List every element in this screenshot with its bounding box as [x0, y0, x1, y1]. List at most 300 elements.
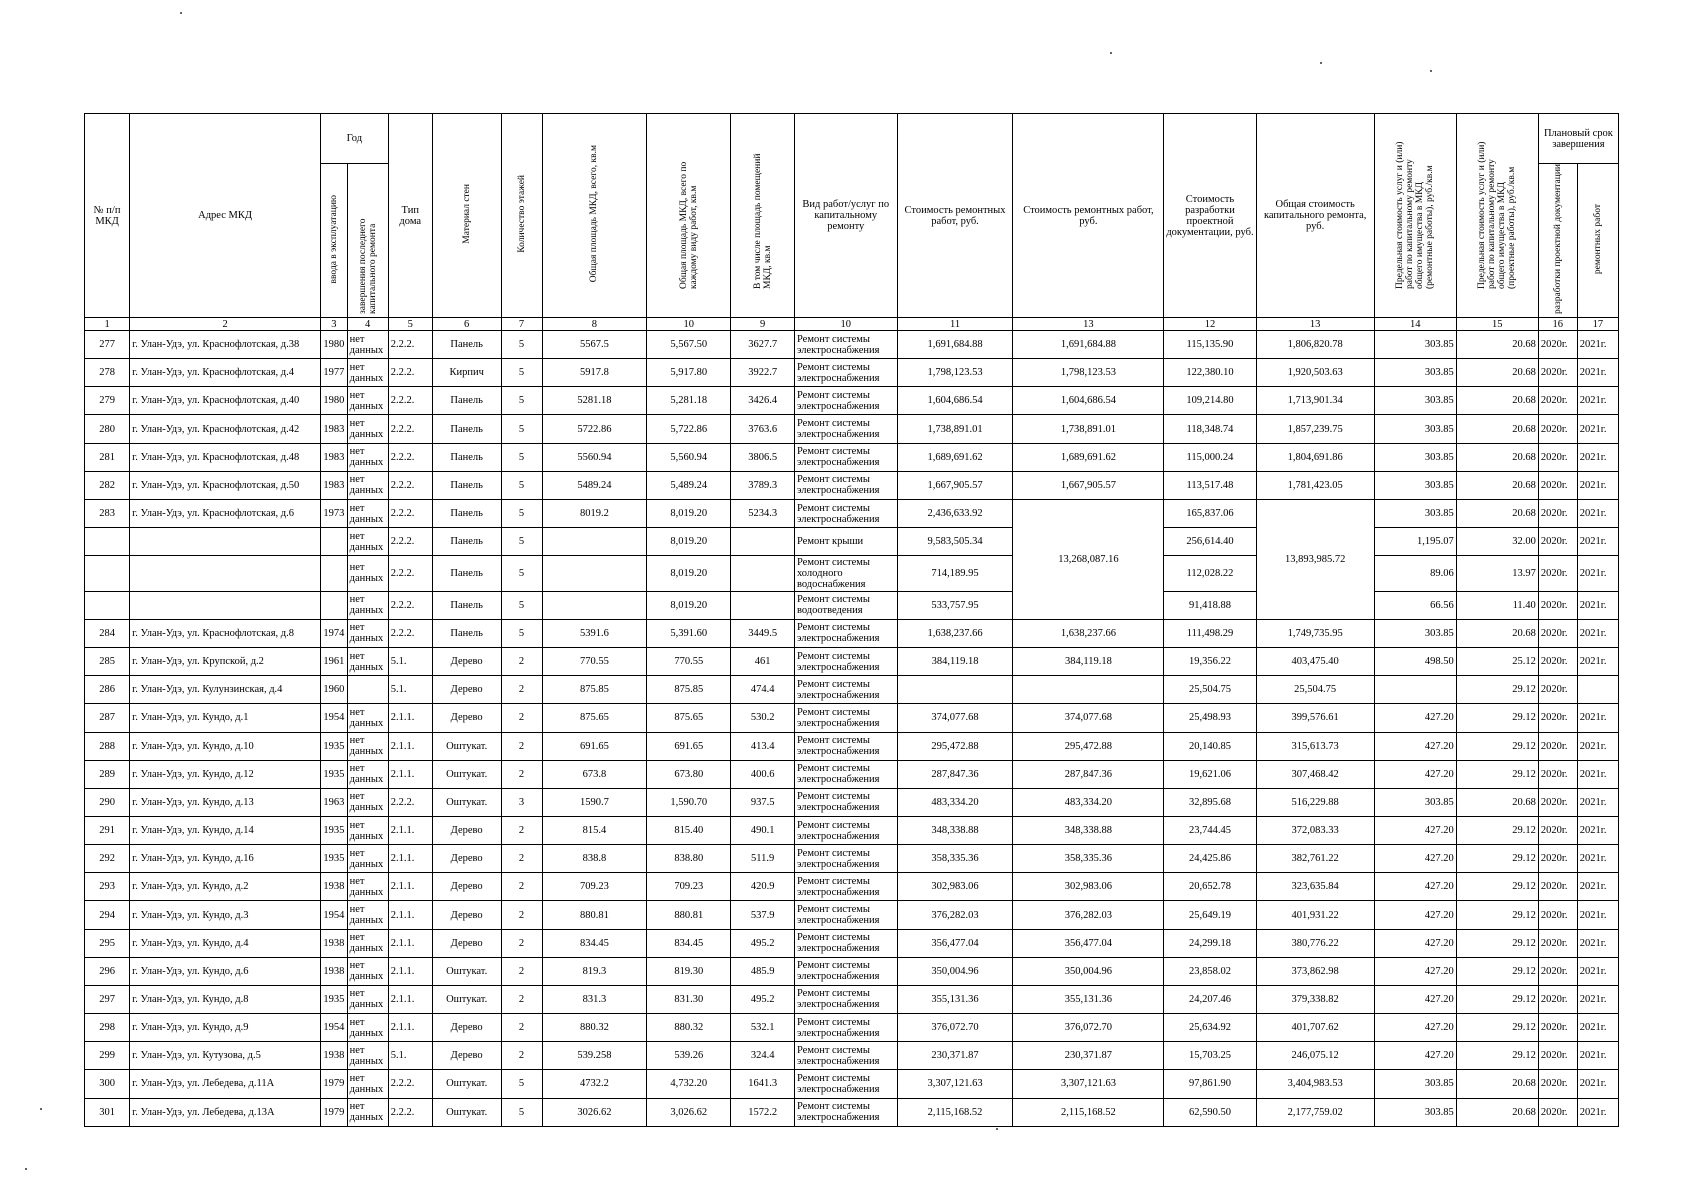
cell-work-type: Ремонт системы электроснабжения [794, 929, 897, 957]
cell-total-cost: 1,920,503.63 [1256, 359, 1374, 387]
column-number: 12 [1164, 318, 1256, 331]
cell-floors: 5 [501, 499, 542, 527]
cell-year-last-repair: нет данных [347, 528, 388, 556]
table-body [85, 331, 1619, 1127]
cell-wall-material: Панель [432, 415, 501, 443]
cell-total-area: 5489.24 [542, 471, 647, 499]
cell-year-commission: 1938 [320, 957, 347, 985]
cell-house-type: 2.1.1. [388, 985, 432, 1013]
cell-total-cost: 315,613.73 [1256, 732, 1374, 760]
cell-area-per-work: 4,732.20 [647, 1070, 731, 1098]
cell-area-per-work: 539.26 [647, 1042, 731, 1070]
cell-address: г. Улан-Удэ, ул. Лебедева, д.13А [130, 1098, 321, 1126]
cell-area-premises: 3789.3 [731, 471, 795, 499]
cell-house-type: 5.1. [388, 1042, 432, 1070]
cell-term-repair: 2021г. [1577, 556, 1618, 591]
cell-wall-material: Оштукат. [432, 1070, 501, 1098]
cell-term-design: 2020г. [1538, 873, 1577, 901]
cell-repair-cost: 348,338.88 [897, 816, 1013, 844]
cell-total-cost: 246,075.12 [1256, 1042, 1374, 1070]
cell-work-type: Ремонт системы холодного водоснабжения [794, 556, 897, 591]
cell-work-type: Ремонт системы электроснабжения [794, 704, 897, 732]
cell-number: 297 [85, 985, 130, 1013]
cell-total-area: 819.3 [542, 957, 647, 985]
cell-term-design: 2020г. [1538, 788, 1577, 816]
scan-speck [40, 1108, 42, 1110]
cell-design-cost: 32,895.68 [1164, 788, 1256, 816]
cell-limit-design: 20.68 [1456, 331, 1538, 359]
cell-limit-design: 20.68 [1456, 415, 1538, 443]
cell-work-type: Ремонт системы электроснабжения [794, 816, 897, 844]
table-row [85, 676, 1619, 704]
cell-limit-design: 29.12 [1456, 929, 1538, 957]
cell-year-commission: 1983 [320, 471, 347, 499]
cell-area-premises [731, 556, 795, 591]
cell-term-repair: 2021г. [1577, 359, 1618, 387]
cell-floors: 2 [501, 676, 542, 704]
cell-floors: 5 [501, 619, 542, 647]
cell-term-repair: 2021г. [1577, 901, 1618, 929]
cell-area-premises: 3426.4 [731, 387, 795, 415]
cell-house-type: 2.2.2. [388, 331, 432, 359]
cell-total-cost: 1,806,820.78 [1256, 331, 1374, 359]
cell-number: 282 [85, 471, 130, 499]
column-number-row [85, 318, 1619, 331]
cell-repair-cost-total: 287,847.36 [1013, 760, 1164, 788]
header-total-cost: Общая стоимость капитального ремонта, руб. [1256, 114, 1374, 318]
cell-repair-cost: 287,847.36 [897, 760, 1013, 788]
cell-wall-material: Дерево [432, 873, 501, 901]
column-number: 17 [1577, 318, 1618, 331]
cell-area-premises: 3627.7 [731, 331, 795, 359]
cell-design-cost: 15,703.25 [1164, 1042, 1256, 1070]
table-row [85, 591, 1619, 619]
cell-house-type: 5.1. [388, 676, 432, 704]
cell-total-cost: 1,713,901.34 [1256, 387, 1374, 415]
cell-year-last-repair: нет данных [347, 648, 388, 676]
cell-repair-cost: 3,307,121.63 [897, 1070, 1013, 1098]
table-row [85, 732, 1619, 760]
cell-address: г. Улан-Удэ, ул. Кулунзинская, д.4 [130, 676, 321, 704]
cell-term-repair: 2021г. [1577, 929, 1618, 957]
cell-design-cost: 115,135.90 [1164, 331, 1256, 359]
cell-design-cost: 25,649.19 [1164, 901, 1256, 929]
capital-repair-table [84, 113, 1619, 1127]
cell-term-design: 2020г. [1538, 676, 1577, 704]
cell-year-last-repair: нет данных [347, 499, 388, 527]
cell-repair-cost-total: 358,335.36 [1013, 845, 1164, 873]
cell-limit-design: 29.12 [1456, 676, 1538, 704]
header-area-premises: В том числе площадь помещений МКД, кв.м [731, 114, 795, 318]
cell-house-type: 2.2.2. [388, 387, 432, 415]
cell-term-repair: 2021г. [1577, 732, 1618, 760]
cell-repair-cost-total: 302,983.06 [1013, 873, 1164, 901]
cell-year-commission: 1938 [320, 929, 347, 957]
cell-year-last-repair: нет данных [347, 957, 388, 985]
cell-number: 289 [85, 760, 130, 788]
cell-repair-cost: 1,691,684.88 [897, 331, 1013, 359]
cell-house-type: 2.1.1. [388, 873, 432, 901]
cell-total-cost: 382,761.22 [1256, 845, 1374, 873]
cell-limit-repair: 303.85 [1374, 387, 1456, 415]
cell-year-last-repair: нет данных [347, 901, 388, 929]
cell-term-repair: 2021г. [1577, 591, 1618, 619]
cell-area-premises: 3806.5 [731, 443, 795, 471]
cell-house-type: 2.1.1. [388, 1014, 432, 1042]
cell-term-repair: 2021г. [1577, 1070, 1618, 1098]
cell-area-per-work: 3,026.62 [647, 1098, 731, 1126]
cell-repair-cost-total: 1,738,891.01 [1013, 415, 1164, 443]
cell-design-cost: 109,214.80 [1164, 387, 1256, 415]
cell-repair-cost: 376,072.70 [897, 1014, 1013, 1042]
cell-area-premises: 3449.5 [731, 619, 795, 647]
column-number: 9 [731, 318, 795, 331]
cell-repair-cost [897, 676, 1013, 704]
cell-term-design: 2020г. [1538, 816, 1577, 844]
cell-area-per-work: 8,019.20 [647, 556, 731, 591]
cell-term-design: 2020г. [1538, 1098, 1577, 1126]
cell-repair-cost-total: 1,689,691.62 [1013, 443, 1164, 471]
cell-wall-material: Оштукат. [432, 732, 501, 760]
cell-house-type: 2.1.1. [388, 929, 432, 957]
cell-house-type: 2.2.2. [388, 788, 432, 816]
header-floors: Количество этажей [501, 114, 542, 318]
cell-term-design: 2020г. [1538, 443, 1577, 471]
table-row [85, 528, 1619, 556]
header-address: Адрес МКД [130, 114, 321, 318]
cell-limit-design: 29.12 [1456, 704, 1538, 732]
cell-term-repair: 2021г. [1577, 816, 1618, 844]
cell-area-premises: 485.9 [731, 957, 795, 985]
cell-year-commission: 1980 [320, 331, 347, 359]
cell-address: г. Улан-Удэ, ул. Кундо, д.2 [130, 873, 321, 901]
cell-total-area: 5391.6 [542, 619, 647, 647]
cell-year-last-repair: нет данных [347, 443, 388, 471]
cell-wall-material: Оштукат. [432, 760, 501, 788]
column-number: 14 [1374, 318, 1456, 331]
cell-year-last-repair: нет данных [347, 732, 388, 760]
cell-year-commission: 1960 [320, 676, 347, 704]
cell-repair-cost-total: 355,131.36 [1013, 985, 1164, 1013]
cell-repair-cost: 9,583,505.34 [897, 528, 1013, 556]
cell-wall-material: Панель [432, 619, 501, 647]
cell-area-premises: 400.6 [731, 760, 795, 788]
cell-number: 294 [85, 901, 130, 929]
cell-floors: 2 [501, 873, 542, 901]
cell-total-area: 673.8 [542, 760, 647, 788]
cell-term-design: 2020г. [1538, 760, 1577, 788]
cell-number [85, 556, 130, 591]
cell-term-repair: 2021г. [1577, 619, 1618, 647]
cell-number: 277 [85, 331, 130, 359]
cell-term-design: 2020г. [1538, 704, 1577, 732]
cell-term-design: 2020г. [1538, 619, 1577, 647]
cell-year-commission [320, 591, 347, 619]
cell-year-last-repair: нет данных [347, 929, 388, 957]
cell-total-cost: 2,177,759.02 [1256, 1098, 1374, 1126]
table-row [85, 957, 1619, 985]
cell-work-type: Ремонт системы электроснабжения [794, 648, 897, 676]
cell-number [85, 591, 130, 619]
cell-work-type: Ремонт системы электроснабжения [794, 985, 897, 1013]
column-number: 6 [432, 318, 501, 331]
cell-address: г. Улан-Удэ, ул. Краснофлотская, д.6 [130, 499, 321, 527]
cell-repair-cost: 714,189.95 [897, 556, 1013, 591]
cell-repair-cost-total: 1,638,237.66 [1013, 619, 1164, 647]
cell-year-last-repair: нет данных [347, 591, 388, 619]
cell-limit-design: 20.68 [1456, 443, 1538, 471]
cell-total-area: 1590.7 [542, 788, 647, 816]
header-total-area: Общая площадь МКД, всего, кв.м [542, 114, 647, 318]
cell-repair-cost-total: 1,604,686.54 [1013, 387, 1164, 415]
cell-year-commission: 1977 [320, 359, 347, 387]
cell-limit-repair: 303.85 [1374, 1098, 1456, 1126]
cell-year-last-repair: нет данных [347, 816, 388, 844]
cell-address: г. Улан-Удэ, ул. Краснофлотская, д.50 [130, 471, 321, 499]
cell-number: 301 [85, 1098, 130, 1126]
cell-floors: 2 [501, 1014, 542, 1042]
cell-year-last-repair: нет данных [347, 845, 388, 873]
cell-house-type: 2.2.2. [388, 471, 432, 499]
cell-repair-cost: 483,334.20 [897, 788, 1013, 816]
cell-year-last-repair: нет данных [347, 704, 388, 732]
cell-address: г. Улан-Удэ, ул. Кундо, д.1 [130, 704, 321, 732]
cell-limit-repair: 303.85 [1374, 443, 1456, 471]
cell-limit-repair: 427.20 [1374, 1014, 1456, 1042]
cell-repair-cost-total: 483,334.20 [1013, 788, 1164, 816]
table-row [85, 556, 1619, 591]
cell-house-type: 2.2.2. [388, 619, 432, 647]
header-nn: № п/п МКД [85, 114, 130, 318]
cell-term-design: 2020г. [1538, 929, 1577, 957]
cell-total-cost: 1,804,691.86 [1256, 443, 1374, 471]
cell-wall-material: Дерево [432, 901, 501, 929]
cell-house-type: 2.2.2. [388, 415, 432, 443]
cell-number: 284 [85, 619, 130, 647]
cell-area-per-work: 875.65 [647, 704, 731, 732]
cell-work-type: Ремонт системы электроснабжения [794, 901, 897, 929]
cell-total-area: 5722.86 [542, 415, 647, 443]
cell-limit-design: 29.12 [1456, 1042, 1538, 1070]
cell-number: 291 [85, 816, 130, 844]
cell-repair-cost: 350,004.96 [897, 957, 1013, 985]
cell-wall-material: Оштукат. [432, 957, 501, 985]
cell-total-cost: 1,857,239.75 [1256, 415, 1374, 443]
cell-house-type: 2.2.2. [388, 359, 432, 387]
cell-area-premises [731, 591, 795, 619]
cell-area-premises: 532.1 [731, 1014, 795, 1042]
cell-area-premises: 474.4 [731, 676, 795, 704]
cell-limit-design: 29.12 [1456, 816, 1538, 844]
cell-area-per-work: 5,281.18 [647, 387, 731, 415]
cell-design-cost: 24,299.18 [1164, 929, 1256, 957]
cell-total-cost: 3,404,983.53 [1256, 1070, 1374, 1098]
header-year-commission: ввода в эксплуатацию [320, 164, 347, 318]
cell-limit-design: 20.68 [1456, 359, 1538, 387]
cell-repair-cost-total: 13,268,087.16 [1013, 499, 1164, 619]
cell-limit-repair: 427.20 [1374, 816, 1456, 844]
header-work-type: Вид работ/услуг по капитальному ремонту [794, 114, 897, 318]
cell-address: г. Улан-Удэ, ул. Краснофлотская, д.8 [130, 619, 321, 647]
cell-area-per-work: 819.30 [647, 957, 731, 985]
cell-number: 300 [85, 1070, 130, 1098]
cell-area-premises: 461 [731, 648, 795, 676]
cell-limit-design: 29.12 [1456, 732, 1538, 760]
column-number: 3 [320, 318, 347, 331]
table-row [85, 415, 1619, 443]
cell-house-type: 2.2.2. [388, 528, 432, 556]
cell-work-type: Ремонт крыши [794, 528, 897, 556]
cell-floors: 2 [501, 648, 542, 676]
cell-design-cost: 23,744.45 [1164, 816, 1256, 844]
column-number: 10 [794, 318, 897, 331]
table-row [85, 471, 1619, 499]
cell-repair-cost-total: 348,338.88 [1013, 816, 1164, 844]
cell-area-premises: 413.4 [731, 732, 795, 760]
table-row [85, 816, 1619, 844]
cell-term-repair: 2021г. [1577, 760, 1618, 788]
cell-floors: 5 [501, 331, 542, 359]
cell-address: г. Улан-Удэ, ул. Краснофлотская, д.42 [130, 415, 321, 443]
cell-area-per-work: 709.23 [647, 873, 731, 901]
cell-number: 281 [85, 443, 130, 471]
cell-wall-material: Дерево [432, 1014, 501, 1042]
cell-design-cost: 25,498.93 [1164, 704, 1256, 732]
cell-total-area: 838.8 [542, 845, 647, 873]
cell-year-commission [320, 556, 347, 591]
cell-repair-cost: 356,477.04 [897, 929, 1013, 957]
cell-design-cost: 112,028.22 [1164, 556, 1256, 591]
cell-area-per-work: 5,567.50 [647, 331, 731, 359]
cell-year-commission: 1935 [320, 816, 347, 844]
cell-total-cost: 373,862.98 [1256, 957, 1374, 985]
cell-work-type: Ремонт системы электроснабжения [794, 1014, 897, 1042]
cell-area-per-work: 838.80 [647, 845, 731, 873]
cell-term-repair [1577, 676, 1618, 704]
cell-number: 280 [85, 415, 130, 443]
cell-repair-cost-total: 1,798,123.53 [1013, 359, 1164, 387]
cell-number: 286 [85, 676, 130, 704]
cell-limit-design: 29.12 [1456, 901, 1538, 929]
cell-term-repair: 2021г. [1577, 1042, 1618, 1070]
cell-design-cost: 20,652.78 [1164, 873, 1256, 901]
cell-wall-material: Оштукат. [432, 985, 501, 1013]
cell-number: 283 [85, 499, 130, 527]
cell-term-design: 2020г. [1538, 985, 1577, 1013]
cell-design-cost: 256,614.40 [1164, 528, 1256, 556]
cell-repair-cost: 384,119.18 [897, 648, 1013, 676]
cell-floors: 5 [501, 528, 542, 556]
table-row [85, 760, 1619, 788]
cell-work-type: Ремонт системы водоотведения [794, 591, 897, 619]
cell-limit-repair: 303.85 [1374, 788, 1456, 816]
cell-repair-cost: 1,667,905.57 [897, 471, 1013, 499]
cell-design-cost: 122,380.10 [1164, 359, 1256, 387]
cell-area-premises: 3763.6 [731, 415, 795, 443]
table-row [85, 1042, 1619, 1070]
cell-design-cost: 62,590.50 [1164, 1098, 1256, 1126]
cell-repair-cost: 355,131.36 [897, 985, 1013, 1013]
cell-limit-repair: 498.50 [1374, 648, 1456, 676]
cell-total-area [542, 556, 647, 591]
header-year-group: Год [320, 114, 388, 164]
cell-limit-repair: 303.85 [1374, 331, 1456, 359]
cell-year-commission: 1973 [320, 499, 347, 527]
cell-wall-material: Панель [432, 591, 501, 619]
cell-design-cost: 24,207.46 [1164, 985, 1256, 1013]
cell-repair-cost: 533,757.95 [897, 591, 1013, 619]
cell-limit-design: 20.68 [1456, 471, 1538, 499]
cell-design-cost: 91,418.88 [1164, 591, 1256, 619]
cell-area-premises: 495.2 [731, 985, 795, 1013]
cell-address [130, 556, 321, 591]
cell-number: 295 [85, 929, 130, 957]
cell-repair-cost-total: 384,119.18 [1013, 648, 1164, 676]
cell-area-per-work: 691.65 [647, 732, 731, 760]
cell-house-type: 2.1.1. [388, 732, 432, 760]
scan-speck [996, 1128, 998, 1130]
cell-year-commission: 1963 [320, 788, 347, 816]
cell-total-area: 880.32 [542, 1014, 647, 1042]
cell-design-cost: 97,861.90 [1164, 1070, 1256, 1098]
cell-wall-material: Дерево [432, 676, 501, 704]
cell-repair-cost-total: 1,667,905.57 [1013, 471, 1164, 499]
cell-area-per-work: 815.40 [647, 816, 731, 844]
cell-area-per-work: 8,019.20 [647, 591, 731, 619]
cell-total-area: 834.45 [542, 929, 647, 957]
header-design-cost: Стоимость разработки проектной документации, руб. [1164, 114, 1256, 318]
cell-wall-material: Панель [432, 556, 501, 591]
cell-total-area: 880.81 [542, 901, 647, 929]
header-limit-repair: Предельная стоимость услуг и (или) работ по капитальному ремонту общего имущества в МКД (ремонтные работы), руб./кв.м [1374, 114, 1456, 318]
cell-area-per-work: 1,590.70 [647, 788, 731, 816]
table-row [85, 619, 1619, 647]
cell-floors: 2 [501, 845, 542, 873]
cell-repair-cost: 374,077.68 [897, 704, 1013, 732]
header-wall-material: Материал стен [432, 114, 501, 318]
cell-repair-cost: 358,335.36 [897, 845, 1013, 873]
cell-address: г. Улан-Удэ, ул. Краснофлотская, д.4 [130, 359, 321, 387]
cell-limit-repair: 1,195.07 [1374, 528, 1456, 556]
cell-design-cost: 118,348.74 [1164, 415, 1256, 443]
cell-house-type: 2.2.2. [388, 1070, 432, 1098]
table-row [85, 1098, 1619, 1126]
cell-floors: 5 [501, 1070, 542, 1098]
cell-repair-cost: 1,689,691.62 [897, 443, 1013, 471]
cell-floors: 5 [501, 415, 542, 443]
header-year-last-repair: завершения последнего капитального ремонта [347, 164, 388, 318]
cell-repair-cost: 230,371.87 [897, 1042, 1013, 1070]
cell-total-cost: 401,931.22 [1256, 901, 1374, 929]
cell-design-cost: 25,504.75 [1164, 676, 1256, 704]
cell-repair-cost: 2,436,633.92 [897, 499, 1013, 527]
cell-term-design: 2020г. [1538, 591, 1577, 619]
cell-area-per-work: 831.30 [647, 985, 731, 1013]
cell-area-premises: 5234.3 [731, 499, 795, 527]
cell-total-area: 875.85 [542, 676, 647, 704]
header-repair-cost-total: Стоимость ремонтных работ, руб. [1013, 114, 1164, 318]
cell-limit-repair [1374, 676, 1456, 704]
cell-repair-cost-total: 356,477.04 [1013, 929, 1164, 957]
table-row [85, 443, 1619, 471]
cell-year-commission: 1980 [320, 387, 347, 415]
cell-term-design: 2020г. [1538, 387, 1577, 415]
cell-limit-design: 20.68 [1456, 788, 1538, 816]
cell-wall-material: Панель [432, 499, 501, 527]
cell-house-type: 5.1. [388, 648, 432, 676]
cell-repair-cost-total: 374,077.68 [1013, 704, 1164, 732]
cell-wall-material: Дерево [432, 704, 501, 732]
